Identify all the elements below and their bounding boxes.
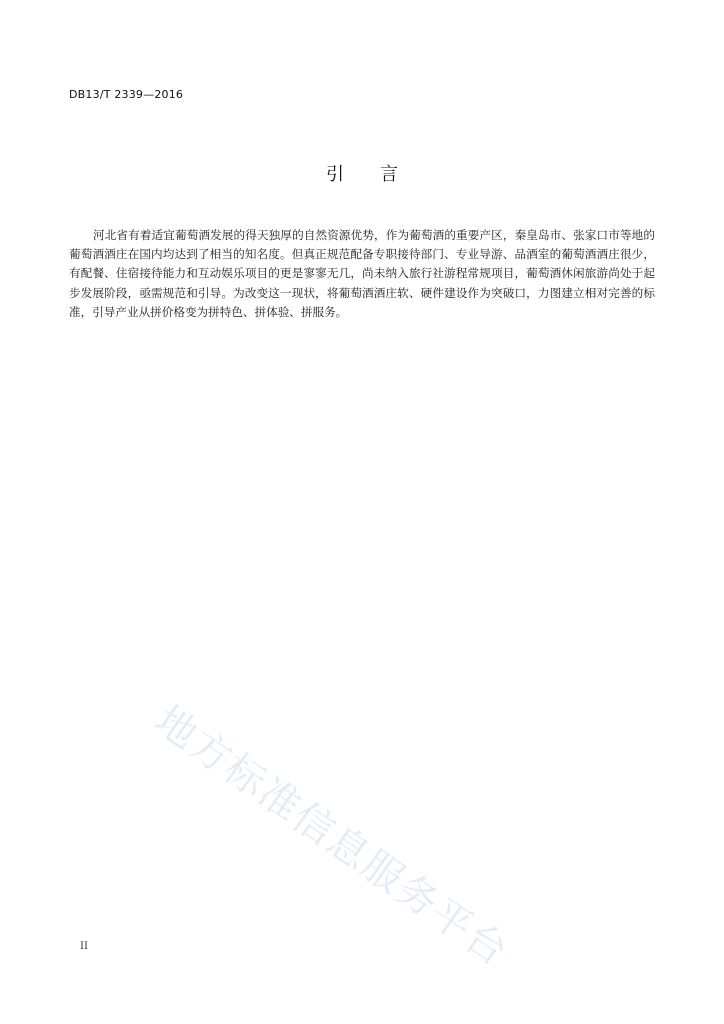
page-number: II [80, 941, 88, 952]
introduction-paragraph: 河北省有着适宜葡萄酒发展的得天独厚的自然资源优势，作为葡萄酒的重要产区，秦皇岛市、张家口市等地的葡萄酒酒庄在国内均达到了相当的知名度。但真正规范配备专职接待部门、专业导游、品酒室的葡萄酒酒庄很少，有配餐、住宿接待能力和互动娱乐项目的更是寥寥无几，尚未纳入旅行社游程常规项目，葡萄酒休闲旅游尚处于起步发展阶段，亟需规范和引导。为改变这一现状，将葡萄酒酒庄软、硬件建设作为突破口，力图建立相对完善的标准，引导产业从拼价格变为拼特色、拼体验、拼服务。 [69, 228, 655, 319]
page-title: 引言 [326, 164, 434, 185]
document-code: DB13/T 2339—2016 [69, 88, 184, 101]
watermark-text: 地方标准信息服务平台 [146, 697, 517, 976]
